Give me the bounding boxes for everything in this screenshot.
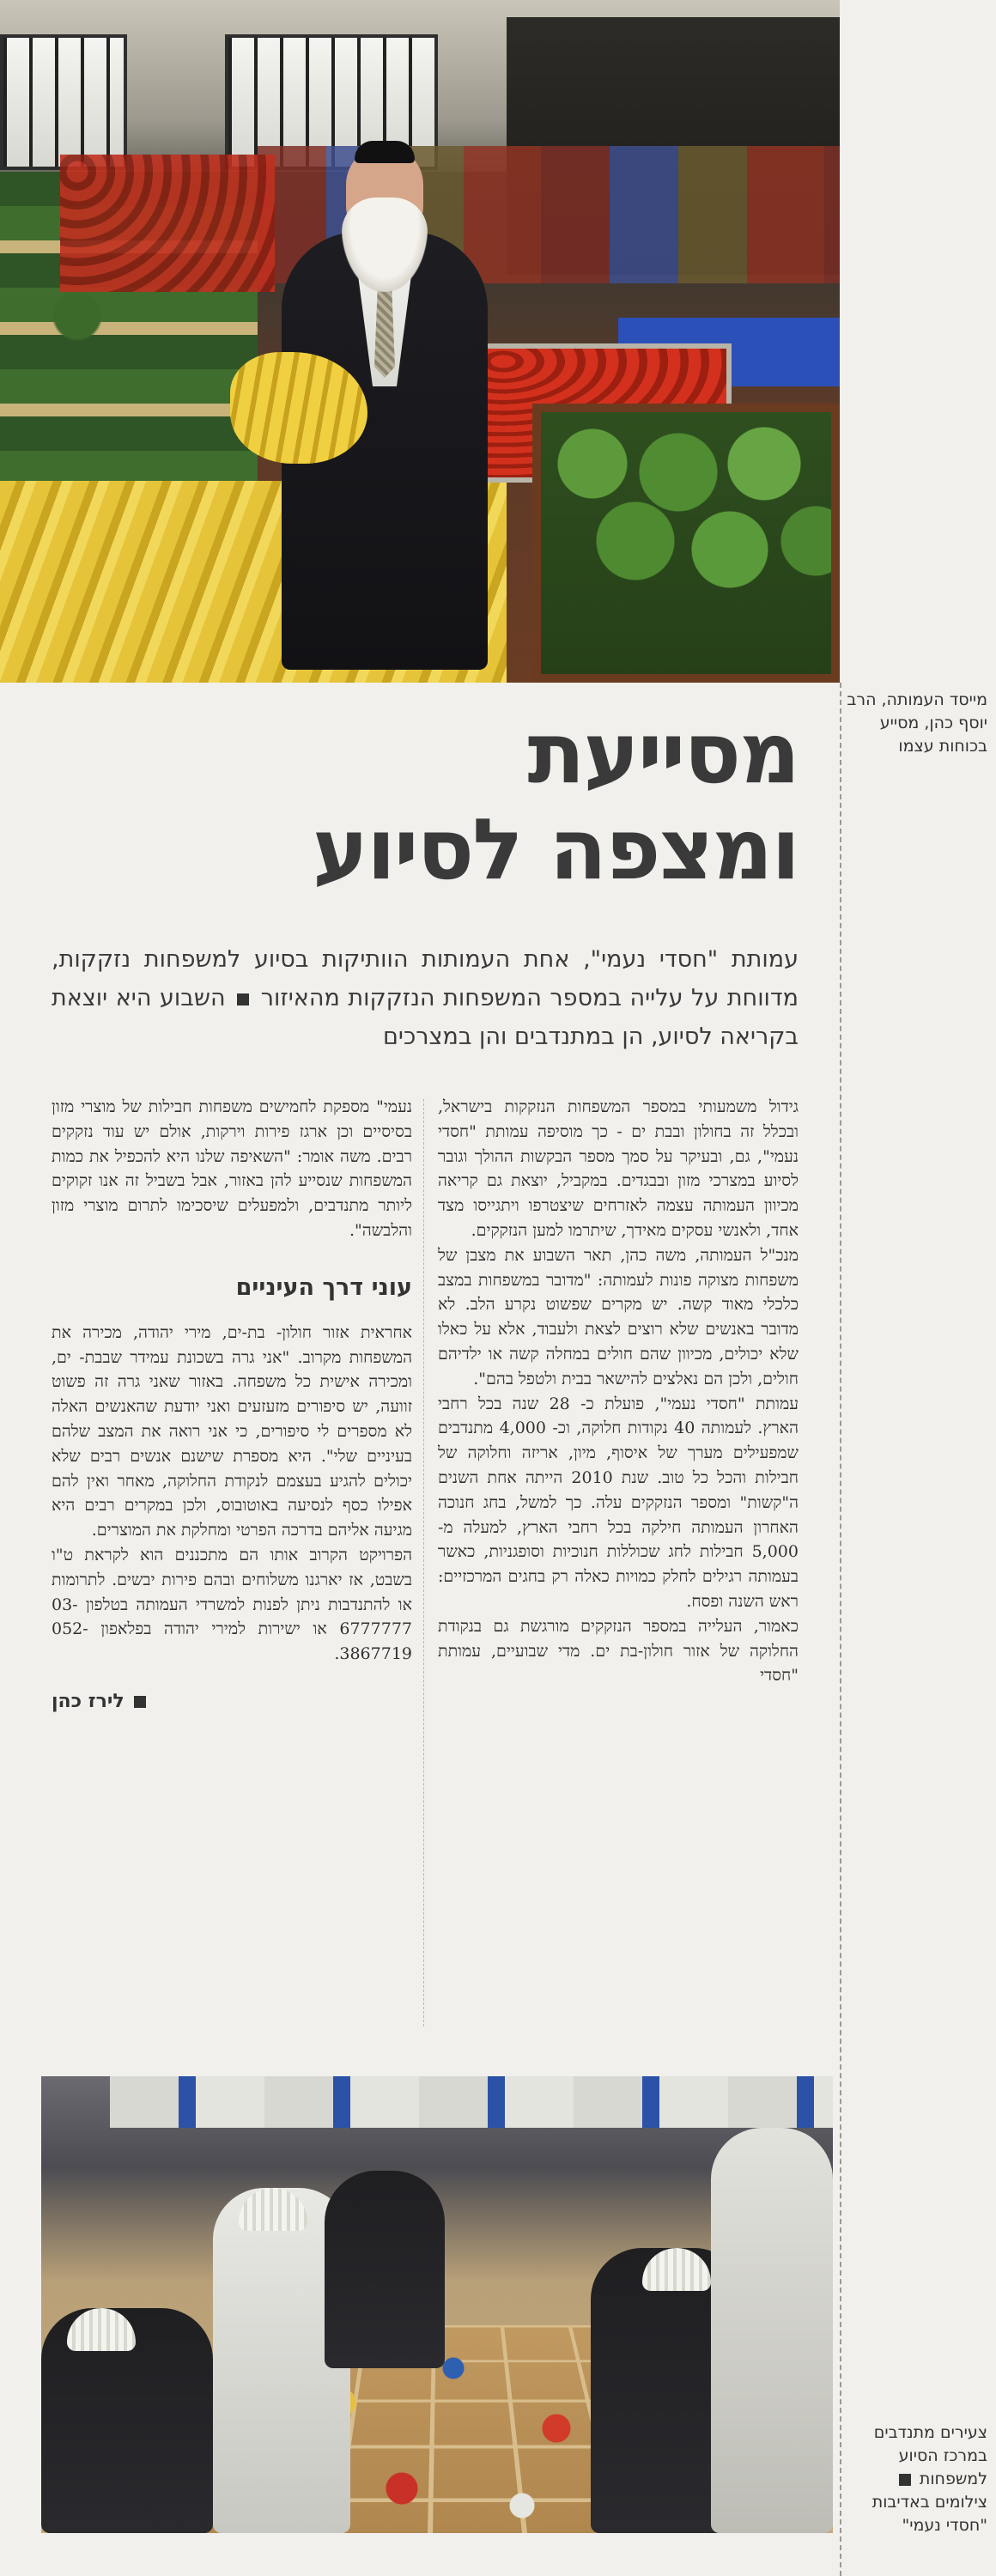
subhead-text: עמותת "חסדי נעמי", אחת העמותות הוותיקות בסיוע למשפחות נזקקות, מדווחת על עלייה במספר המשפחות הנזקקות מהאיזור	[52, 946, 799, 1012]
bottom-photo-caption	[843, 2421, 987, 2537]
article-column-right	[438, 1095, 799, 1688]
square-bullet-icon	[237, 993, 249, 1005]
photo-window	[0, 34, 127, 170]
body-paragraph: כאמור, העלייה במספר הנזקקים מורגשת גם בנקודת החלוקה של אזור חולון-בת ים. מדי שבועיים, עמותת "חסדי	[438, 1616, 799, 1686]
top-photo	[0, 0, 840, 683]
margin-divider	[840, 683, 842, 2576]
figure-beard	[342, 197, 428, 292]
section-heading: עוני דרך העיניים	[235, 1273, 412, 1301]
square-bullet-icon	[134, 1696, 146, 1708]
photo-volunteer	[711, 2128, 833, 2533]
caption-photo-credit: צילומים באדיבות "חסדי נעמי"	[872, 2493, 987, 2535]
column-divider	[423, 1099, 425, 2026]
headline-line-2: ומצפה לסיוע	[312, 801, 799, 899]
figure-kippah	[355, 141, 415, 163]
photo-rabbi-figure	[273, 137, 496, 670]
subhead-text-cont: השבוע היא יוצאת בקריאה לסיוע, הן במתנדבים והן במצרכים	[52, 985, 799, 1050]
body-paragraph: עמותת "חסדי נעמי", פועלת כ- 28 שנה בכל רחבי הארץ. לעמותה 40 נקודות חלוקה, וכ- 4,000 מתנדבים שמפעילים מערך של איסוף, מיון, אריזה וחלוקה של חבילות והכל כל טוב. שנת 2010 הייתה אחת השנים ה"קשות" ומספר הנזקקים עלה. כך למשל, בחג חנוכה האחרון העמותה חילקה בכל רחבי הארץ, למעלה מ- 5,000 חבילות לחג שכוללות חנוכיות וסופגניות, כאשר בעמותה רגילים לחלק כמויות כאלה רק בחגים המרכזיים: ראש השנה ופסח.	[438, 1394, 799, 1611]
bottom-photo	[41, 2076, 833, 2533]
headline-line-1: מסייעת	[527, 705, 799, 803]
article-column-left	[52, 1095, 412, 1715]
body-paragraph: אחראית אזור חולון- בת-ים, מירי יהודה, מכירה את המשפחות מקרוב. "אני גרה בשכונת עמידר שבבת- ים, ומכירה אישית כל משפחה. באזור שאני גרה זה פשוט זוועה, יש סיפורים מזעזעים ואני יודעת שהאנשים האלה לא מספרים לי סיפורים, כי אני רואה את המצב שלהם בעיניים שלי". היא מספרת שישנם אנשים רבים שלא יכולים להגיע בעצמם לנקודת החלוקה, מאחר ואין להם אפילו כסף לנסיעה באוטובוס, ולכן במקרים רבים היא מגיעה אליהם בדרכה הפרטי ומחלקת את המוצרים.	[52, 1322, 412, 1540]
author-name: לירז כהן	[52, 1690, 125, 1712]
body-paragraph: מנכ"ל העמותה, משה כהן, תאר השבוע את מצבן של משפחות מצוקה פונות לעמותה: "מדובר במשפחות במצב כלכלי מאוד קשה. יש מקרים שפשוט נקרע הלב. לא מדובר באנשים שלא רוצים לצאת ולעבוד, אלא על כאלו שלא יכולים, מכיוון שהם חולים במחלה קשה או ילדיהם חולים, ולכן הם נאלצים להישאר בבית ולטפל בהם".	[438, 1245, 799, 1388]
article-headline	[283, 706, 799, 898]
photo-tomatoes	[60, 155, 275, 292]
author-credit	[52, 1689, 412, 1715]
article-subhead	[52, 940, 799, 1056]
top-photo-caption: מייסד העמותה, הרב יוסף כהן, מסייע בכוחות עצמו	[847, 690, 987, 756]
photo-volunteer	[325, 2171, 445, 2368]
square-bullet-icon	[899, 2474, 911, 2486]
body-paragraph: הפרויקט הקרוב אותו הם מתכננים הוא לקראת ט"ו בשבט, אז יארגנו משלוחים ובהם פירות יבשים. לתרומות או להתנדבות ניתן לפנות למשרדי העמותה בטלפון 03-6777777 או ישירות למירי יהודה בפלאפון 052-3867719.	[52, 1545, 412, 1664]
photo-shelves	[110, 2076, 833, 2128]
body-paragraph: נעמי" מספקת לחמישים משפחות חבילות של מוצרי מזון בסיסיים וכן ארגז פירות וירקות, אולם יש עוד נזקקים רבים. משה אומר: "השאיפה שלנו היא להכפיל את כמות המשפחות שנסייע להן באזור, אבל בשביל זה אנו זקוקים ליותר מתנדבים, ולמפעלים שיסכימו לתרום מוצרי מזון והלבשה".	[52, 1097, 412, 1240]
photo-watermelons	[532, 404, 840, 683]
caption-lead: צעירים מתנדבים במרכז הסיוע למשפחות	[873, 2423, 987, 2488]
body-paragraph: גידול משמעותי במספר המשפחות הנזקקות בישראל, ובכלל זה בחולון ובבת ים - כך מוסיפה עמותת "חסדי נעמי", גם, ובעיקר על סמך מספר הבקשות ההולך וגובר לסיוע במצרכי מזון ובבגדים. במקביל, יוצאת גם קריאה מכיוון העמותה עצמה לאזרחים שיצטרפו ויתגייסו מצד אחד, ולאנשי עסקים מאידך, שיתרמו למען הנזקקים.	[438, 1097, 799, 1240]
